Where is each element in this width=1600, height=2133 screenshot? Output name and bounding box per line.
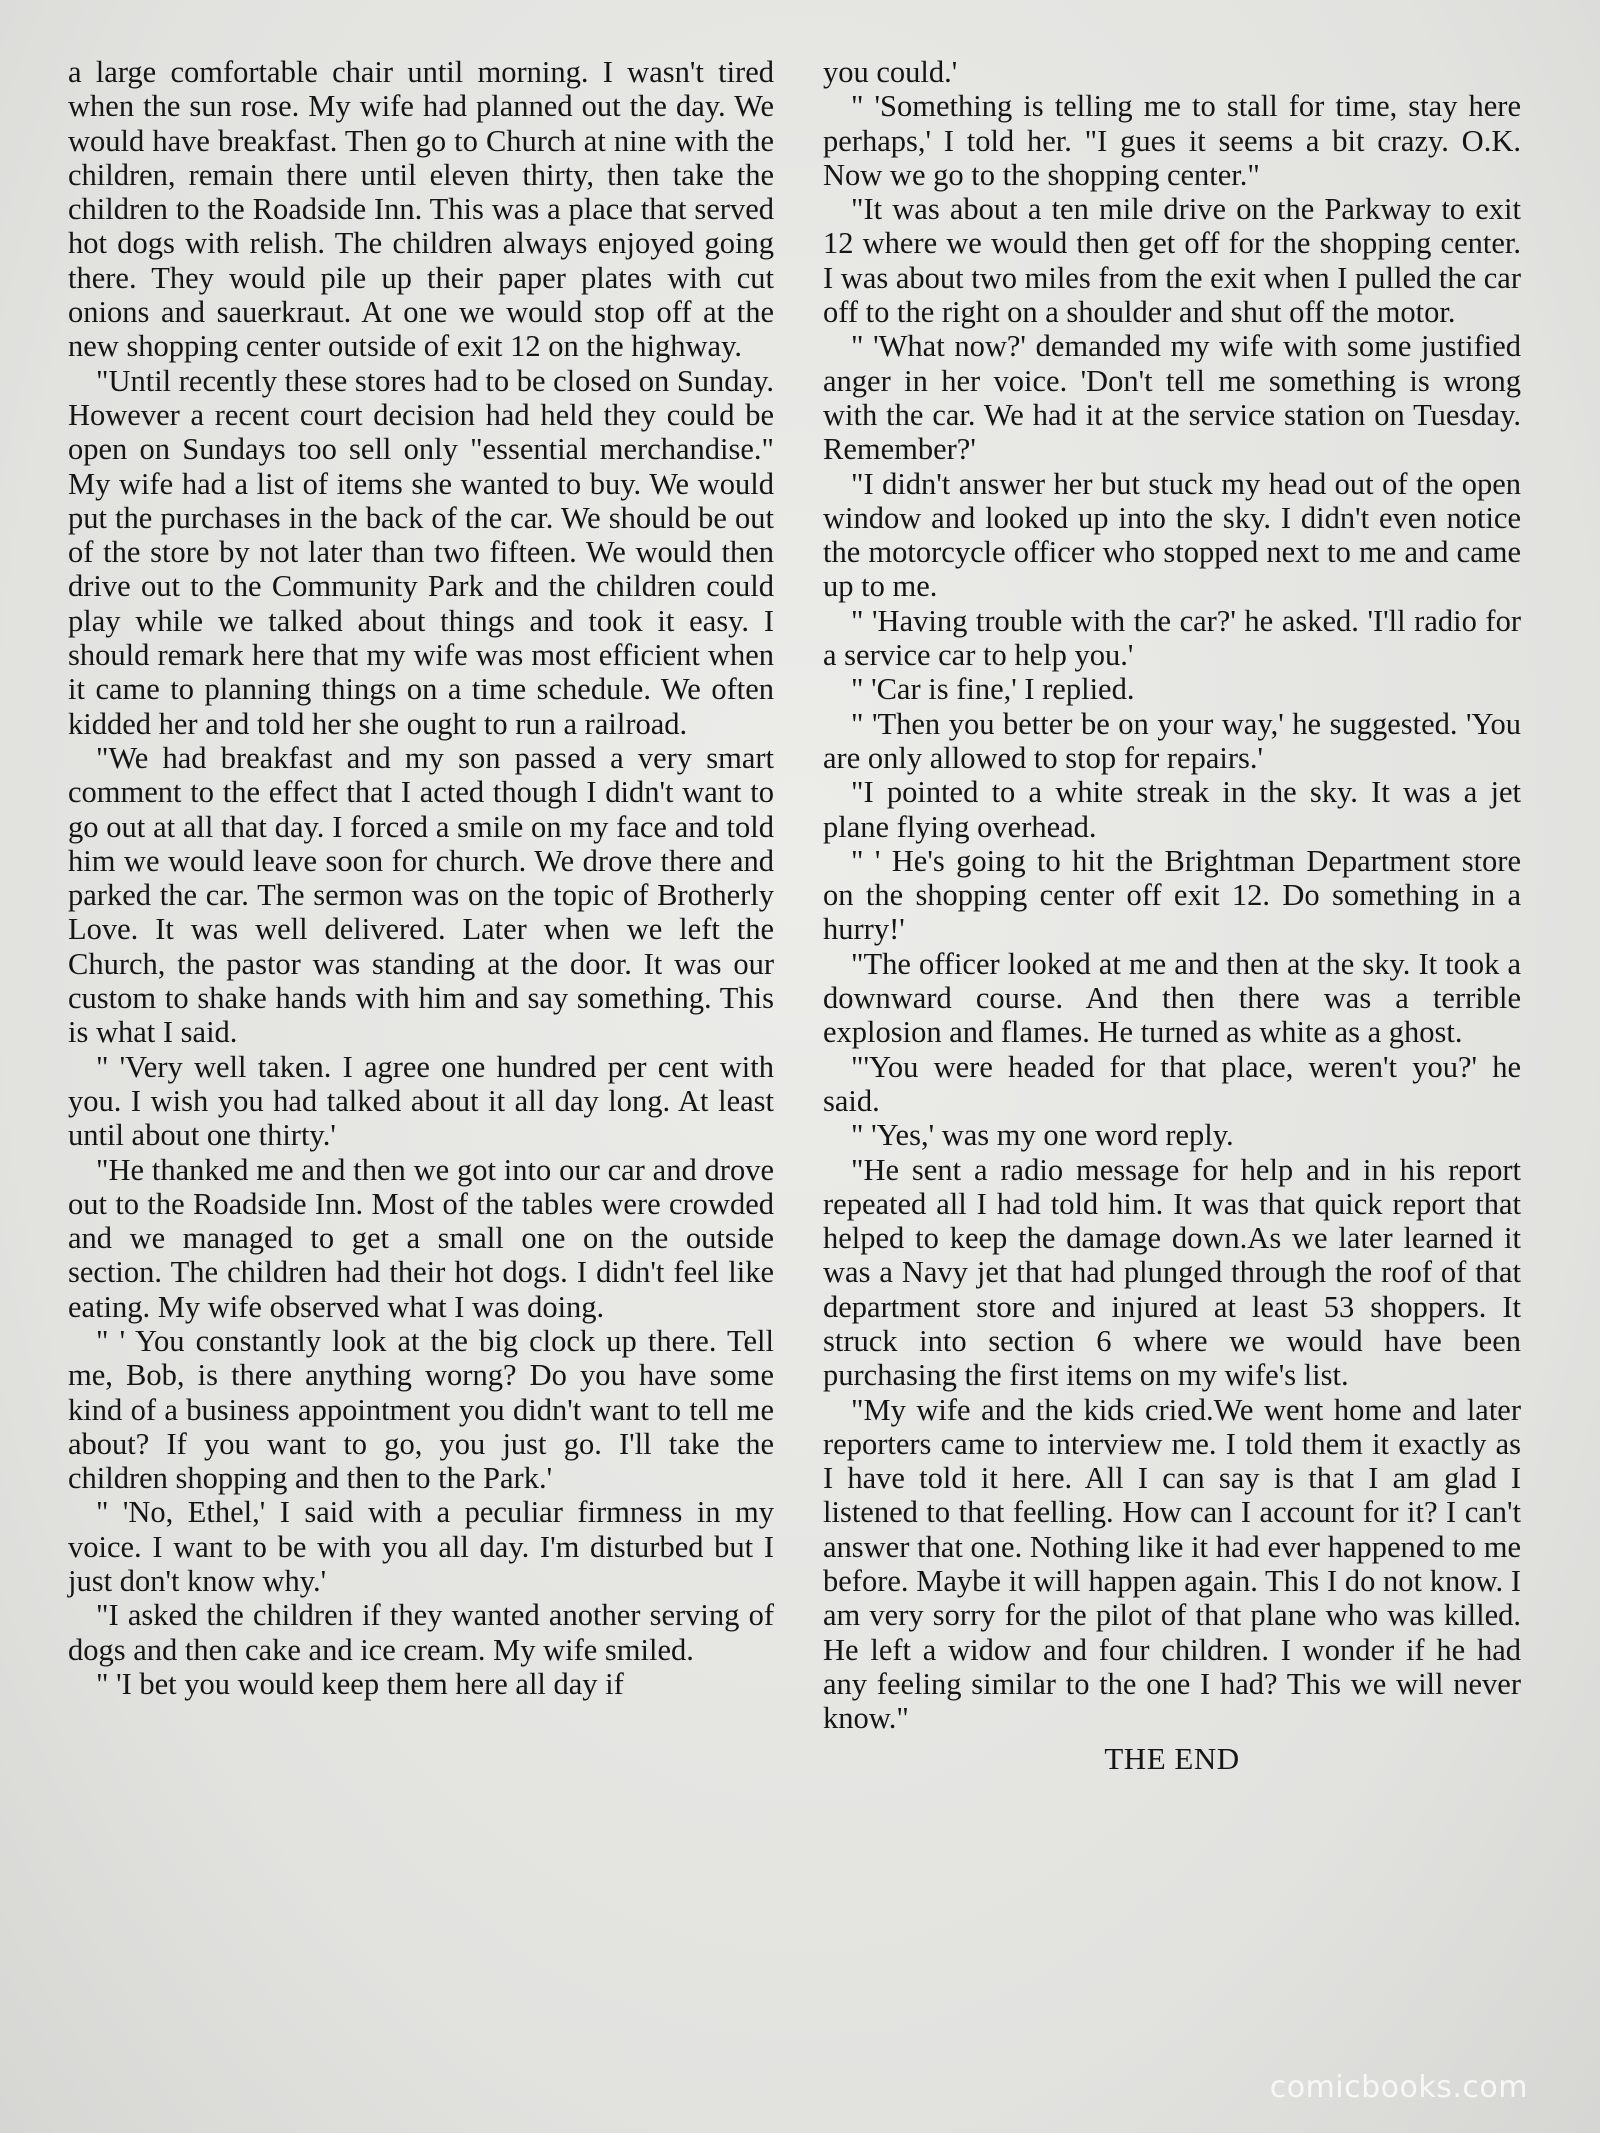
left-column-paragraph: "I asked the children if they wanted another serving of dogs and then cake and ice cream. My wife smiled. [68, 1598, 774, 1667]
left-column-paragraph: "Until recently these stores had to be closed on Sunday. However a recent court decision had held they could be open on Sundays too sell only "essential merchandise." My wife had a list of items she wanted to buy. We would put the purchases in the back of the car. We should be out of the store by not later than two fifteen. We would then drive out to the Community Park and the children could play while we talked about things and took it easy. I should remark here that my wife was most efficient when it came to planning things on a time schedule. We often kidded her and told her she ought to run a railroad. [68, 363, 774, 741]
the-end-label: THE END [1104, 1740, 1240, 1776]
right-column-paragraph: you could.' [823, 55, 958, 89]
right-column-paragraph: "'You were headed for that place, weren't you?' he said. [823, 1049, 1521, 1118]
right-column-paragraph: "It was about a ten mile drive on the Parkway to exit 12 where we would then get off for the shopping center. I was about two miles from the exit when I pulled the car off to the right on a shoulder and shut off the motor. [823, 192, 1521, 330]
right-column [823, 55, 1521, 1776]
right-column-paragraph: "I didn't answer her but stuck my head out of the open window and looked up into the sky. I didn't even notice the motorcycle officer who stopped next to me and came up to me. [823, 466, 1521, 604]
right-column-paragraph: "He sent a radio message for help and in his report repeated all I had told him. It was that quick report that helped to keep the damage down.As we later learned it was a Navy jet that had plunged through the roof of that department store and injured at least 53 shoppers. It struck into section 6 where we would have been purchasing the first items on my wife's list. [823, 1152, 1521, 1393]
left-column-paragraph: "He thanked me and then we got into our car and drove out to the Roadside Inn. Most of the tables were crowded and we managed to get a small one on the outside section. The children had their hot dogs. I didn't feel like eating. My wife observed what I was doing. [68, 1152, 774, 1324]
left-column-paragraph: " 'I bet you would keep them here all day if [96, 1666, 624, 1701]
right-column-paragraph: " 'Car is fine,' I replied. [851, 672, 1135, 707]
left-column-paragraph: a large comfortable chair until morning. I wasn't tired when the sun rose. My wife had planned out the day. We would have breakfast. Then go to Church at nine with the children, remain there until eleven thirty, then take the children to the Roadside Inn. This was a place that served hot dogs with relish. The children always enjoyed going there. They would pile up their paper plates with cut onions and sauerkraut. At one we would stop off at the new shopping center outside of exit 12 on the highway. [68, 55, 774, 364]
right-column-paragraph: "The officer looked at me and then at the sky. It took a downward course. And then there was a terrible explosion and flames. He turned as white as a ghost. [823, 946, 1521, 1050]
right-column-paragraph: " 'Yes,' was my one word reply. [851, 1118, 1234, 1153]
right-column-paragraph: "My wife and the kids cried.We went home and later reporters came to interview me. I told them it exactly as I have told it here. All I can say is that I am glad I listened to that feelling. How can I account for it? I can't answer that one. Nothing like it had ever happened to me before. Maybe it will happen again. This I do not know. I am very sorry for the pilot of that plane who was killed. He left a widow and four children. I wonder if he had any feeling similar to the one I had? This we will never know." [823, 1392, 1521, 1736]
watermark: comicbooks.com [1269, 2070, 1528, 2105]
right-column-paragraph: " 'Then you better be on your way,' he suggested. 'You are only allowed to stop for repairs.' [823, 706, 1521, 775]
left-column-paragraph: " ' You constantly look at the big clock up there. Tell me, Bob, is there anything worng? Do you have some kind of a business appointment you didn't want to tell me about? If you want to go, you just go. I'll take the children shopping and then to the Park.' [68, 1323, 774, 1496]
right-column-paragraph: "I pointed to a white streak in the sky. It was a jet plane flying overhead. [823, 775, 1521, 844]
right-column-paragraph: " 'Having trouble with the car?' he asked. 'I'll radio for a service car to help you.' [823, 603, 1521, 673]
right-column-paragraph: " 'Something is telling me to stall for time, stay here perhaps,' I told her. "I gues it seems a bit crazy. O.K. Now we go to the shopping center." [823, 89, 1521, 192]
left-column-paragraph: " 'Very well taken. I agree one hundred per cent with you. I wish you had talked about it all day long. At least until about one thirty.' [68, 1049, 774, 1153]
left-column [68, 55, 774, 1701]
left-column-paragraph: " 'No, Ethel,' I said with a peculiar firmness in my voice. I want to be with you all day. I'm disturbed but I just don't know why.' [68, 1495, 774, 1599]
right-column-paragraph: " 'What now?' demanded my wife with some justified anger in her voice. 'Don't tell me something is wrong with the car. We had it at the service station on Tuesday. Remember?' [823, 329, 1521, 467]
left-column-paragraph: "We had breakfast and my son passed a very smart comment to the effect that I acted though I didn't want to go out at all that day. I forced a smile on my face and told him we would leave soon for church. We drove there and parked the car. The sermon was on the topic of Brotherly Love. It was well delivered. Later when we left the Church, the pastor was standing at the door. It was our custom to shake hands with him and say something. This is what I said. [68, 740, 774, 1050]
right-column-paragraph: " ' He's going to hit the Brightman Department store on the shopping center off exit 12. Do something in a hurry!' [823, 843, 1521, 947]
